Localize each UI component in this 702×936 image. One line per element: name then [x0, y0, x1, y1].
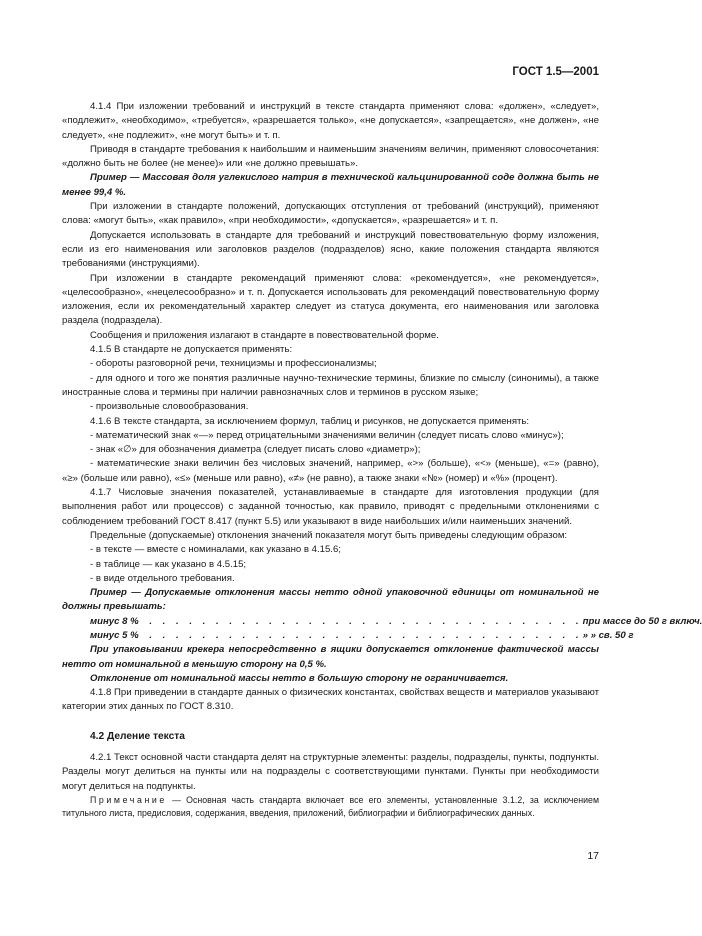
list-item: - в тексте — вместе с номиналами, как указано в 4.15.6;	[90, 544, 341, 556]
list-item: - обороты разговорной речи, технициэмы и профессионализмы;	[90, 358, 377, 370]
row-left: минус 5 %	[90, 629, 139, 641]
paragraph: Допускается использовать в стандарте для требований и инструкций повествовательную форму изложения, если из его наименования или заголовков разделов (подразделов) ясно, какие положения стандарта являются требованиями (инструкциями).	[62, 229, 599, 270]
paragraph: 4.1.4 При изложении требований и инструкций в тексте стандарта применяют слова: «должен», «следует», «подлежит», «необходимо», «требуется», «разрешается только», «не допускается», «запрещается», «не должен», «не следует», «не подлежит», «не могут быть» и т. п.	[62, 101, 599, 141]
paragraph: 4.1.8 При приведении в стандарте данных о физических константах, свойствах веществ и материалов указывают категории этих данных по ГОСТ 8.310.	[62, 687, 599, 713]
paragraph: 4.1.7 Числовые значения показателей, устанавливаемые в стандарте для изготовления продукции (для выполнения работ или процессов) с заданной точностью, как правило, приводят с предельными отклонениями с соблюдением требований ГОСТ 8.417 (пункт 5.5) или указывают в виде наибольших и/или наименьших значений.	[62, 487, 599, 527]
paragraph: Предельные (допускаемые) отклонения значений показателя могут быть приведены следующим образом:	[90, 529, 568, 541]
example-row	[62, 629, 634, 643]
paragraph: 4.1.5 В стандарте не допускается применять:	[90, 344, 293, 356]
document-body	[62, 100, 702, 819]
list-item: - в виде отдельного требования.	[90, 572, 235, 584]
paragraph: 4.2.1 Текст основной части стандарта делят на структурные элементы: разделы, подразделы, пункты, подпункты. Разделы могут делиться на пункты или на подразделы с соответствующими пунктами. Пункты при необходимости могут делиться на подпункты.	[62, 752, 599, 792]
example: Отклонение от номинальной массы нетто в большую сторону не ограничивается.	[90, 672, 509, 684]
row-dots: . . . . . . . . . . . . . . . . . . . . . . . . . . . . . . . . . .	[136, 615, 583, 627]
list-item: - произвольные словообразования.	[90, 401, 249, 413]
page-number: 17	[587, 850, 599, 862]
section-heading: 4.2 Деление текста	[90, 730, 185, 742]
paragraph: 4.1.6 В тексте стандарта, за исключением формул, таблиц и рисунков, не допускается применять:	[90, 415, 530, 427]
list-item: - в таблице — как указано в 4.5.15;	[90, 558, 247, 570]
list-item: - математический знак «—» перед отрицательными значениями величин (следует писать слово «минус»);	[90, 429, 564, 441]
note	[62, 794, 599, 819]
row-left: минус 8 %	[90, 615, 139, 627]
paragraph: При изложении в стандарте рекомендаций применяют слова: «рекомендуется», «не рекомендуется», «целесообразно», «нецелесообразно» и т. п. Допускается использовать для рекомендаций повествовательную форму изложения, если их рекомендательный характер следует из статуса документа, его наименования или заголовка раздела (подраздела).	[62, 272, 599, 327]
example: Пример — Массовая доля углекислого натрия в технической кальцинированной соде должна быть не менее 99,4 %.	[62, 172, 599, 198]
list-item: - для одного и того же понятия различные научно-технические термины, близкие по смыслу (синонимы), а также иностранные слова и термины при наличии равнозначных слов и терминов в русском языке;	[62, 372, 599, 398]
example: Пример — Допускаемые отклонения массы нетто одной упаковочной единицы от номинальной не должны превышать:	[62, 587, 599, 613]
example-row	[62, 615, 702, 629]
paragraph: Приводя в стандарте требования к наибольшим и наименьшим значениям величин, применяют словосочетания: «должно быть не более (не менее)» или «не должно превышать».	[62, 143, 599, 170]
note-label: Примечание	[90, 794, 167, 805]
example: При упаковывании крекера непосредственно в ящики допускается отклонение фактической массы нетто от номинальной в меньшую сторону на 0,5 %.	[62, 644, 599, 670]
note-text: — Основная часть стандарта включает все его элементы, установленные 3.1.2, за исключением титульного листа, предисловия, содержания, введения, приложений, библиографии и библиографических данных.	[62, 794, 599, 818]
paragraph: При изложении в стандарте положений, допускающих отступления от требований (инструкций), применяют слова: «могут быть», «как правило», «при необходимости», «допускается», «разрешается» и т. п.	[62, 201, 599, 227]
list-item: - знак «∅» для обозначения диаметра (следует писать слово «диаметр»);	[90, 444, 421, 456]
row-right: » » св. 50 г	[582, 629, 634, 641]
row-dots: . . . . . . . . . . . . . . . . . . . . . . . . . . . . . . . . . .	[136, 629, 583, 641]
list-item: - математические знаки величин без числовых значений, например, «>» (больше), «<» (меньше), «=» (равно), «≥» (больше или равно), «≤» (меньше или равно), «≠» (не равно), а также знаки «№» (номер) и «%» (процент).	[62, 458, 599, 484]
paragraph: Сообщения и приложения излагают в стандарте в повествовательной форме.	[90, 329, 439, 341]
row-right: при массе до 50 г включ.	[582, 615, 702, 627]
document-header: ГОСТ 1.5—2001	[512, 66, 599, 78]
